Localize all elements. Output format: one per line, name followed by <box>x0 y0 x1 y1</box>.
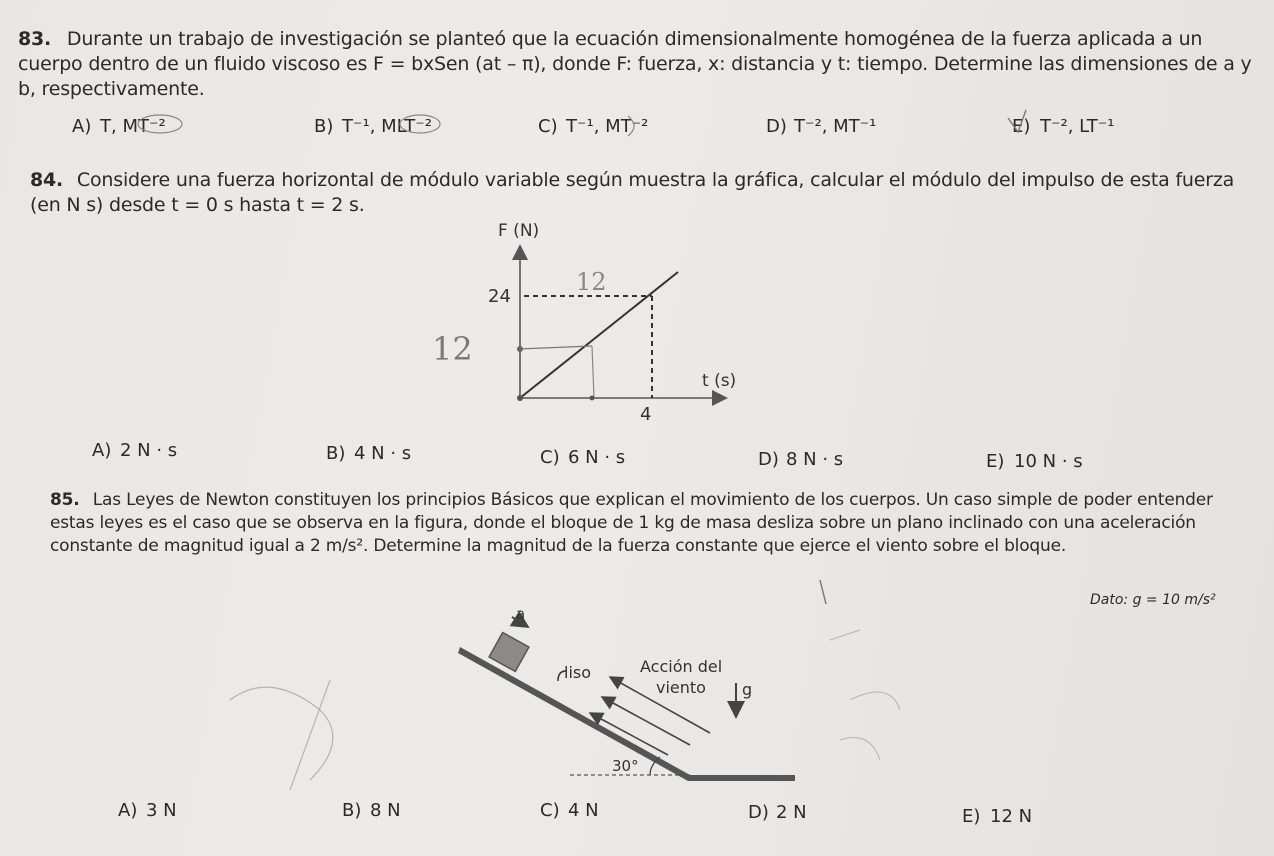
q84-option-e-letter: E) <box>986 451 1005 472</box>
accel-label: a <box>516 605 526 623</box>
surface-label-liso: liso <box>564 663 592 682</box>
q83-option-d-text: T⁻², MT⁻¹ <box>794 116 877 137</box>
check-mark-e <box>1008 110 1026 132</box>
scribble-bottom-left <box>230 680 333 790</box>
q84-option-a-letter: A) <box>92 440 112 461</box>
angle-label: 30° <box>612 757 639 775</box>
question-84-text: Considere una fuerza horizontal de módulo variable según muestra la gráfica, calcular el módulo del impulso de esta fuerza (en N s) desde t = 0 s hasta t = 2 s. <box>30 169 1235 216</box>
q85-option-a-text: 3 N <box>146 800 177 821</box>
q83-option-c-letter: C) <box>538 116 558 137</box>
wind-label-line1: Acción del <box>640 657 723 676</box>
q85-option-b-letter: B) <box>342 800 362 821</box>
circle-mark-a <box>138 115 182 133</box>
scribble-right <box>830 630 900 760</box>
q83-option-e-letter: E) <box>1012 116 1031 137</box>
q84-option-d-text: 8 N · s <box>786 449 844 470</box>
graph-y-label: F (N) <box>498 221 540 241</box>
q83-option-a-letter: A) <box>72 116 92 137</box>
question-84-number: 84. <box>30 169 64 191</box>
q83-option-c-text: T⁻¹, MT⁻² <box>566 116 649 137</box>
q85-option-c-letter: C) <box>540 800 560 821</box>
q84-option-e-text: 10 N · s <box>1014 451 1083 472</box>
q84-option-c-letter: C) <box>540 447 560 468</box>
gravity-label: g <box>742 680 753 699</box>
q85-option-d-text: 2 N <box>776 802 807 823</box>
q83-option-b-text: T⁻¹, MLT⁻² <box>342 116 432 137</box>
graph-x-label: t (s) <box>702 371 737 391</box>
wind-label-line2: viento <box>656 678 706 697</box>
q83-option-b-letter: B) <box>314 116 334 137</box>
circle-mark-b <box>400 115 440 133</box>
q85-option-e-text: 12 N <box>990 806 1033 827</box>
q84-option-b-text: 4 N · s <box>354 443 412 464</box>
q84-option-a-text: 2 N · s <box>120 440 178 461</box>
q84-option-b-letter: B) <box>326 443 346 464</box>
q84-option-d-letter: D) <box>758 449 779 470</box>
question-83-number: 83. <box>18 28 52 50</box>
question-85-number: 85. <box>50 490 80 510</box>
dato-gravity: Dato: g = 10 m/s² <box>1090 592 1216 608</box>
handwritten-note-left: 12 <box>432 330 473 368</box>
graph-y-tick-24: 24 <box>488 286 511 307</box>
stroke-mark <box>820 580 826 604</box>
q85-option-b-text: 8 N <box>370 800 401 821</box>
q84-option-c-text: 6 N · s <box>568 447 626 468</box>
handwritten-note-top: 12 <box>576 268 607 296</box>
q85-option-e-letter: E) <box>962 806 981 827</box>
question-83-text: Durante un trabajo de investigación se planteó que la ecuación dimensionalmente homogénea de la fuerza aplicada a un cuerpo dentro de un fluido viscoso es F = bxSen (at – π), donde F: fuerza, x: distancia y t: tiempo. Determine las dimensiones de a y b, respectivamente. <box>18 28 1252 100</box>
question-85-text: Las Leyes de Newton constituyen los principios Básicos que explican el movimiento de los cuerpos. Un caso simple de poder entender estas leyes es el caso que se observa en la figura, donde el bloque de 1 kg de masa desliza sobre un plano inclinado con una aceleración constante de magnitud igual a 2 m/s². Determine la magnitud de la fuerza constante que ejerce el viento sobre el bloque. <box>50 490 1213 556</box>
q85-option-a-letter: A) <box>118 800 138 821</box>
q83-option-e-text: T⁻², LT⁻¹ <box>1040 116 1115 137</box>
circle-mark-c <box>628 116 634 136</box>
q83-option-d-letter: D) <box>766 116 787 137</box>
q85-option-c-text: 4 N <box>568 800 599 821</box>
q85-option-d-letter: D) <box>748 802 769 823</box>
graph-x-tick-4: 4 <box>640 404 652 425</box>
q83-option-a-text: T, MT⁻² <box>100 116 166 137</box>
